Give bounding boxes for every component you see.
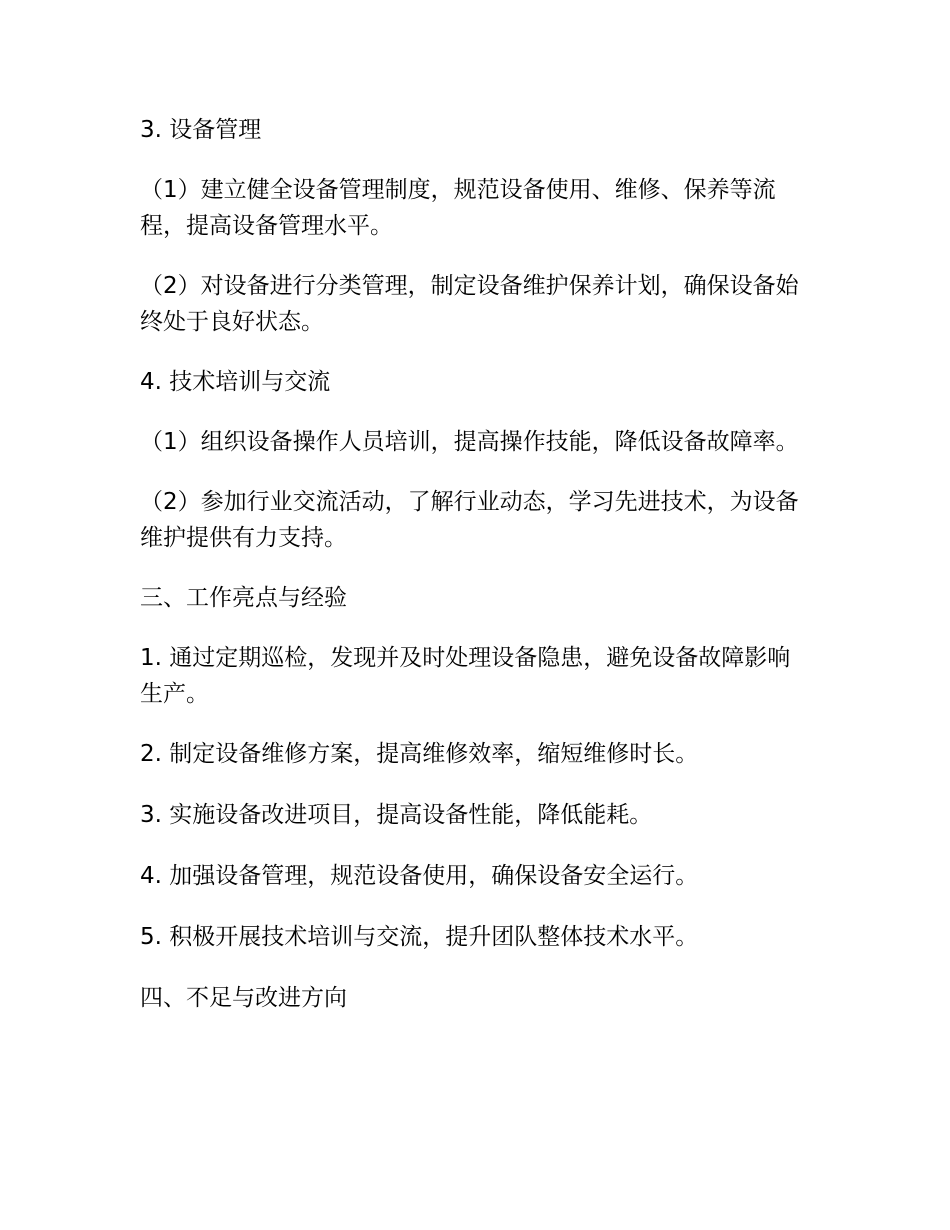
paragraph-item-4-1: （1）组织设备操作人员培训，提高操作技能，降低设备故障率。 (140, 429, 799, 455)
document-body (140, 112, 804, 1040)
paragraph-item-4-2: （2）参加行业交流活动，了解行业动态，学习先进技术，为设备维护提供有力支持。 (140, 489, 799, 551)
section-heading-shortcomings: 四、不足与改进方向 (140, 985, 347, 1011)
section-heading-training-exchange: 4. 技术培训与交流 (140, 369, 331, 395)
highlight-item-3: 3. 实施设备改进项目，提高设备性能，降低能耗。 (140, 802, 653, 828)
highlight-item-1: 1. 通过定期巡检，发现并及时处理设备隐患，避免设备故障影响生产。 (140, 645, 791, 707)
highlight-item-5: 5. 积极开展技术培训与交流，提升团队整体技术水平。 (140, 924, 699, 950)
highlight-item-2: 2. 制定设备维修方案，提高维修效率，缩短维修时长。 (140, 741, 699, 767)
highlight-item-4: 4. 加强设备管理，规范设备使用，确保设备安全运行。 (140, 863, 699, 889)
paragraph-item-3-2: （2）对设备进行分类管理，制定设备维护保养计划，确保设备始终处于良好状态。 (140, 273, 799, 335)
section-heading-highlights: 三、工作亮点与经验 (140, 585, 347, 611)
paragraph-item-3-1: （1）建立健全设备管理制度，规范设备使用、维修、保养等流程，提高设备管理水平。 (140, 177, 776, 239)
section-heading-equipment-management: 3. 设备管理 (140, 117, 262, 143)
